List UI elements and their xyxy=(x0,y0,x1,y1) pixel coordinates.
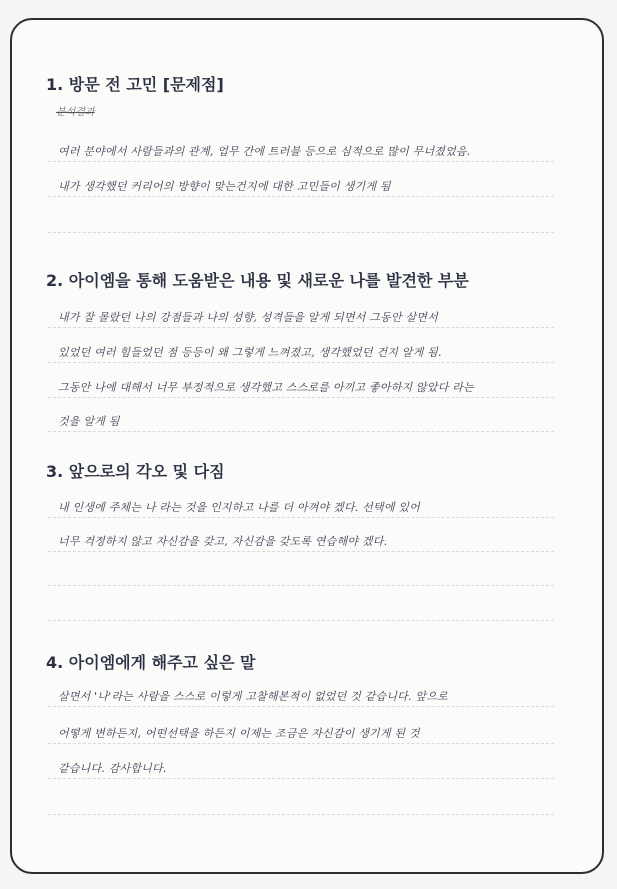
ruled-line xyxy=(48,517,554,518)
ruled-line xyxy=(48,743,554,744)
ruled-line xyxy=(48,620,554,621)
section-2-title: 2. 아이엠을 통해 도움받은 내용 및 새로운 나를 발견한 부분 xyxy=(46,271,469,290)
ruled-line xyxy=(48,814,554,815)
section-2-line-4: 것을 알게 됨 xyxy=(58,415,120,428)
section-3-title: 3. 앞으로의 각오 및 다짐 xyxy=(46,462,225,481)
ruled-line xyxy=(48,362,554,363)
struck-out-note: 분석결과 xyxy=(56,107,95,118)
section-1-line-2: 내가 생각했던 커리어의 방향이 맞는건지에 대한 고민들이 생기게 됨 xyxy=(58,180,391,193)
ruled-line xyxy=(48,327,554,328)
section-2-line-1: 내가 잘 몰랐던 나의 강점들과 나의 성향, 성격들을 알게 되면서 그동안 살면서 xyxy=(58,311,438,324)
section-1-title: 1. 방문 전 고민 [문제점] xyxy=(46,75,224,94)
ruled-line xyxy=(48,585,554,586)
ruled-line xyxy=(48,161,554,162)
section-4-line-3: 같습니다. 감사합니다. xyxy=(58,762,167,775)
ruled-line xyxy=(48,232,554,233)
section-1-line-1: 여러 분야에서 사람들과의 관계, 업무 간에 트러블 등으로 심적으로 많이 무너졌었음. xyxy=(58,145,471,158)
ruled-line xyxy=(48,778,554,779)
section-3-line-2: 너무 걱정하지 않고 자신감을 갖고, 자신감을 갖도록 연습해야 겠다. xyxy=(58,535,388,548)
section-3-line-1: 내 인생에 주체는 나 라는 것을 인지하고 나를 더 아껴야 겠다. 선택에 있어 xyxy=(58,501,421,514)
ruled-line xyxy=(48,397,554,398)
section-2-line-3: 그동안 나에 대해서 너무 부정적으로 생각했고 스스로를 아끼고 좋아하지 않았다 라는 xyxy=(58,381,474,394)
section-4-title: 4. 아이엠에게 해주고 싶은 말 xyxy=(46,653,256,672)
section-4-line-2: 어떻게 변하든지, 어떤선택을 하든지 이제는 조금은 자신감이 생기게 된 것 xyxy=(58,727,420,740)
ruled-line xyxy=(48,431,554,432)
ruled-line xyxy=(48,706,554,707)
ruled-line xyxy=(48,551,554,552)
ruled-line xyxy=(48,196,554,197)
section-2-line-2: 있었던 여러 힘들었던 점 등등이 왜 그렇게 느껴졌고, 생각했었던 건지 알게 됨. xyxy=(58,346,442,359)
section-4-line-1: 살면서 '나'라는 사람을 스스로 이렇게 고찰해본적이 없었던 것 같습니다. 앞으로 xyxy=(58,690,448,703)
